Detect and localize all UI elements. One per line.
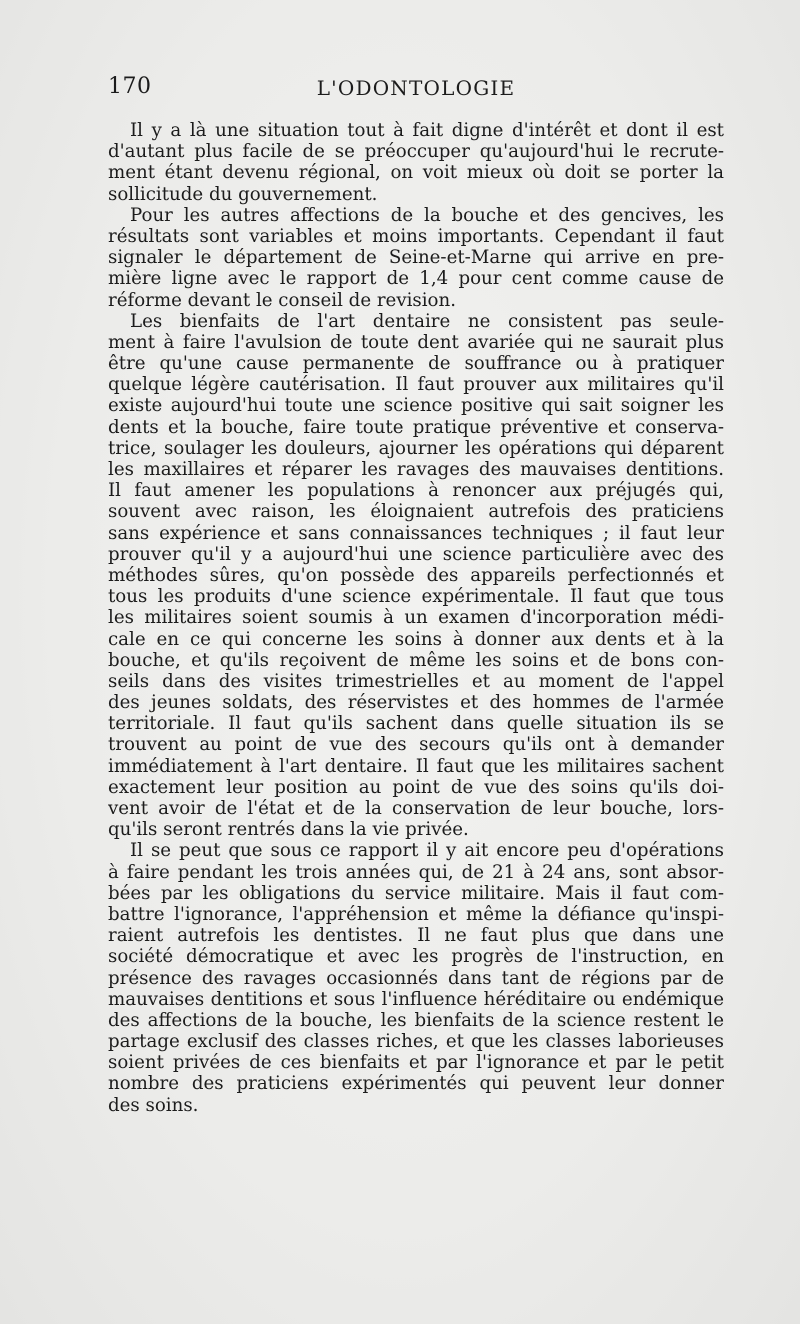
text-line: signaler le département de Seine-et-Marne qui arrive en pre-	[108, 247, 724, 269]
body-text	[108, 120, 724, 1116]
text-line: trice, soulager les douleurs, ajourner les opérations qui déparent	[108, 437, 724, 459]
text-line: être qu'une cause permanente de souffrance ou à pratiquer	[108, 353, 724, 375]
text-line: des affections de la bouche, les bienfaits de la science restent le	[108, 1009, 724, 1031]
text-line: sollicitude du gouvernement.	[108, 183, 378, 205]
text-line: résultats sont variables et moins importants. Cependant il faut	[108, 225, 724, 247]
text-line: les militaires soient soumis à un examen d'incorporation médi-	[108, 607, 724, 629]
paragraph	[108, 840, 724, 1115]
text-line: prouver qu'il y a aujourd'hui une science particulière avec des	[108, 543, 724, 565]
text-line: exactement leur position au point de vue des soins qu'ils doi-	[108, 776, 724, 798]
text-line: partage exclusif des classes riches, et que les classes laborieuses	[108, 1031, 724, 1053]
text-line: trouvent au point de vue des secours qu'ils ont à demander	[108, 734, 724, 756]
paragraph	[108, 311, 724, 841]
text-line: mauvaises dentitions et sous l'influence héréditaire ou endémique	[108, 988, 724, 1010]
paragraph	[108, 205, 724, 311]
text-line: dents et la bouche, faire toute pratique préventive et conserva-	[108, 416, 724, 438]
page-number: 170	[108, 74, 152, 99]
text-line: ment à faire l'avulsion de toute dent avariée qui ne saurait plus	[108, 331, 724, 353]
text-line: les maxillaires et réparer les ravages des mauvaises dentitions.	[108, 459, 724, 480]
text-line: vent avoir de l'état et de la conservation de leur bouche, lors-	[108, 798, 724, 819]
text-line: territoriale. Il faut qu'ils sachent dans quelle situation ils se	[108, 713, 724, 735]
text-line: existe aujourd'hui toute une science positive qui sait soigner les	[108, 395, 724, 417]
text-line: bouche, et qu'ils reçoivent de même les soins et de bons con-	[108, 649, 724, 671]
text-line: battre l'ignorance, l'appréhension et même la défiance qu'inspi-	[108, 903, 724, 925]
text-line: quelque légère cautérisation. Il faut prouver aux militaires qu'il	[108, 374, 724, 396]
text-line: Il se peut que sous ce rapport il y ait encore peu d'opérations	[130, 840, 724, 862]
text-line: Les bienfaits de l'art dentaire ne consistent pas seule-	[130, 310, 724, 332]
text-line: réforme devant le conseil de revision.	[108, 289, 457, 311]
text-line: nombre des praticiens expérimentés qui peuvent leur donner	[108, 1073, 724, 1095]
text-line: seils dans des visites trimestrielles et au moment de l'appel	[108, 670, 724, 692]
text-line: société démocratique et avec les progrès de l'instruction, en	[108, 946, 724, 968]
text-line: qu'ils seront rentrés dans la vie privée.	[108, 819, 469, 841]
text-line: présence des ravages occasionnés dans tant de régions par de	[108, 967, 724, 989]
text-line: mière ligne avec le rapport de 1,4 pour cent comme cause de	[108, 268, 724, 290]
text-line: immédiatement à l'art dentaire. Il faut que les militaires sachent	[108, 755, 724, 777]
text-line: méthodes sûres, qu'on possède des appareils perfectionnés et	[108, 564, 724, 586]
text-line: souvent avec raison, les éloignaient autrefois des praticiens	[108, 501, 724, 523]
running-head	[108, 72, 724, 102]
text-line: tous les produits d'une science expérimentale. Il faut que tous	[108, 586, 724, 608]
text-line: Pour les autres affections de la bouche et des gencives, les	[130, 204, 724, 226]
paragraph	[108, 120, 724, 205]
text-line: des soins.	[108, 1094, 199, 1116]
text-line: Il y a là une situation tout à fait digne d'intérêt et dont il est	[130, 120, 724, 141]
text-line: Il faut amener les populations à renoncer aux préjugés qui,	[108, 480, 724, 502]
text-line: bées par les obligations du service militaire. Mais il faut com-	[108, 882, 724, 904]
text-line: raient autrefois les dentistes. Il ne faut plus que dans une	[108, 925, 724, 947]
text-line: ment étant devenu régional, on voit mieux où doit se porter la	[108, 162, 724, 184]
text-line: des jeunes soldats, des réservistes et des hommes de l'armée	[108, 692, 724, 714]
text-line: d'autant plus facile de se préoccuper qu'aujourd'hui le recrute-	[108, 141, 724, 163]
text-line: à faire pendant les trois années qui, de 21 à 24 ans, sont absor-	[108, 861, 724, 883]
journal-title: L'ODONTOLOGIE	[316, 76, 516, 100]
text-line: sans expérience et sans connaissances techniques ; il faut leur	[108, 522, 724, 544]
text-line: soient privées de ces bienfaits et par l'ignorance et par le petit	[108, 1052, 724, 1074]
text-line: cale en ce qui concerne les soins à donner aux dents et à la	[108, 628, 724, 650]
